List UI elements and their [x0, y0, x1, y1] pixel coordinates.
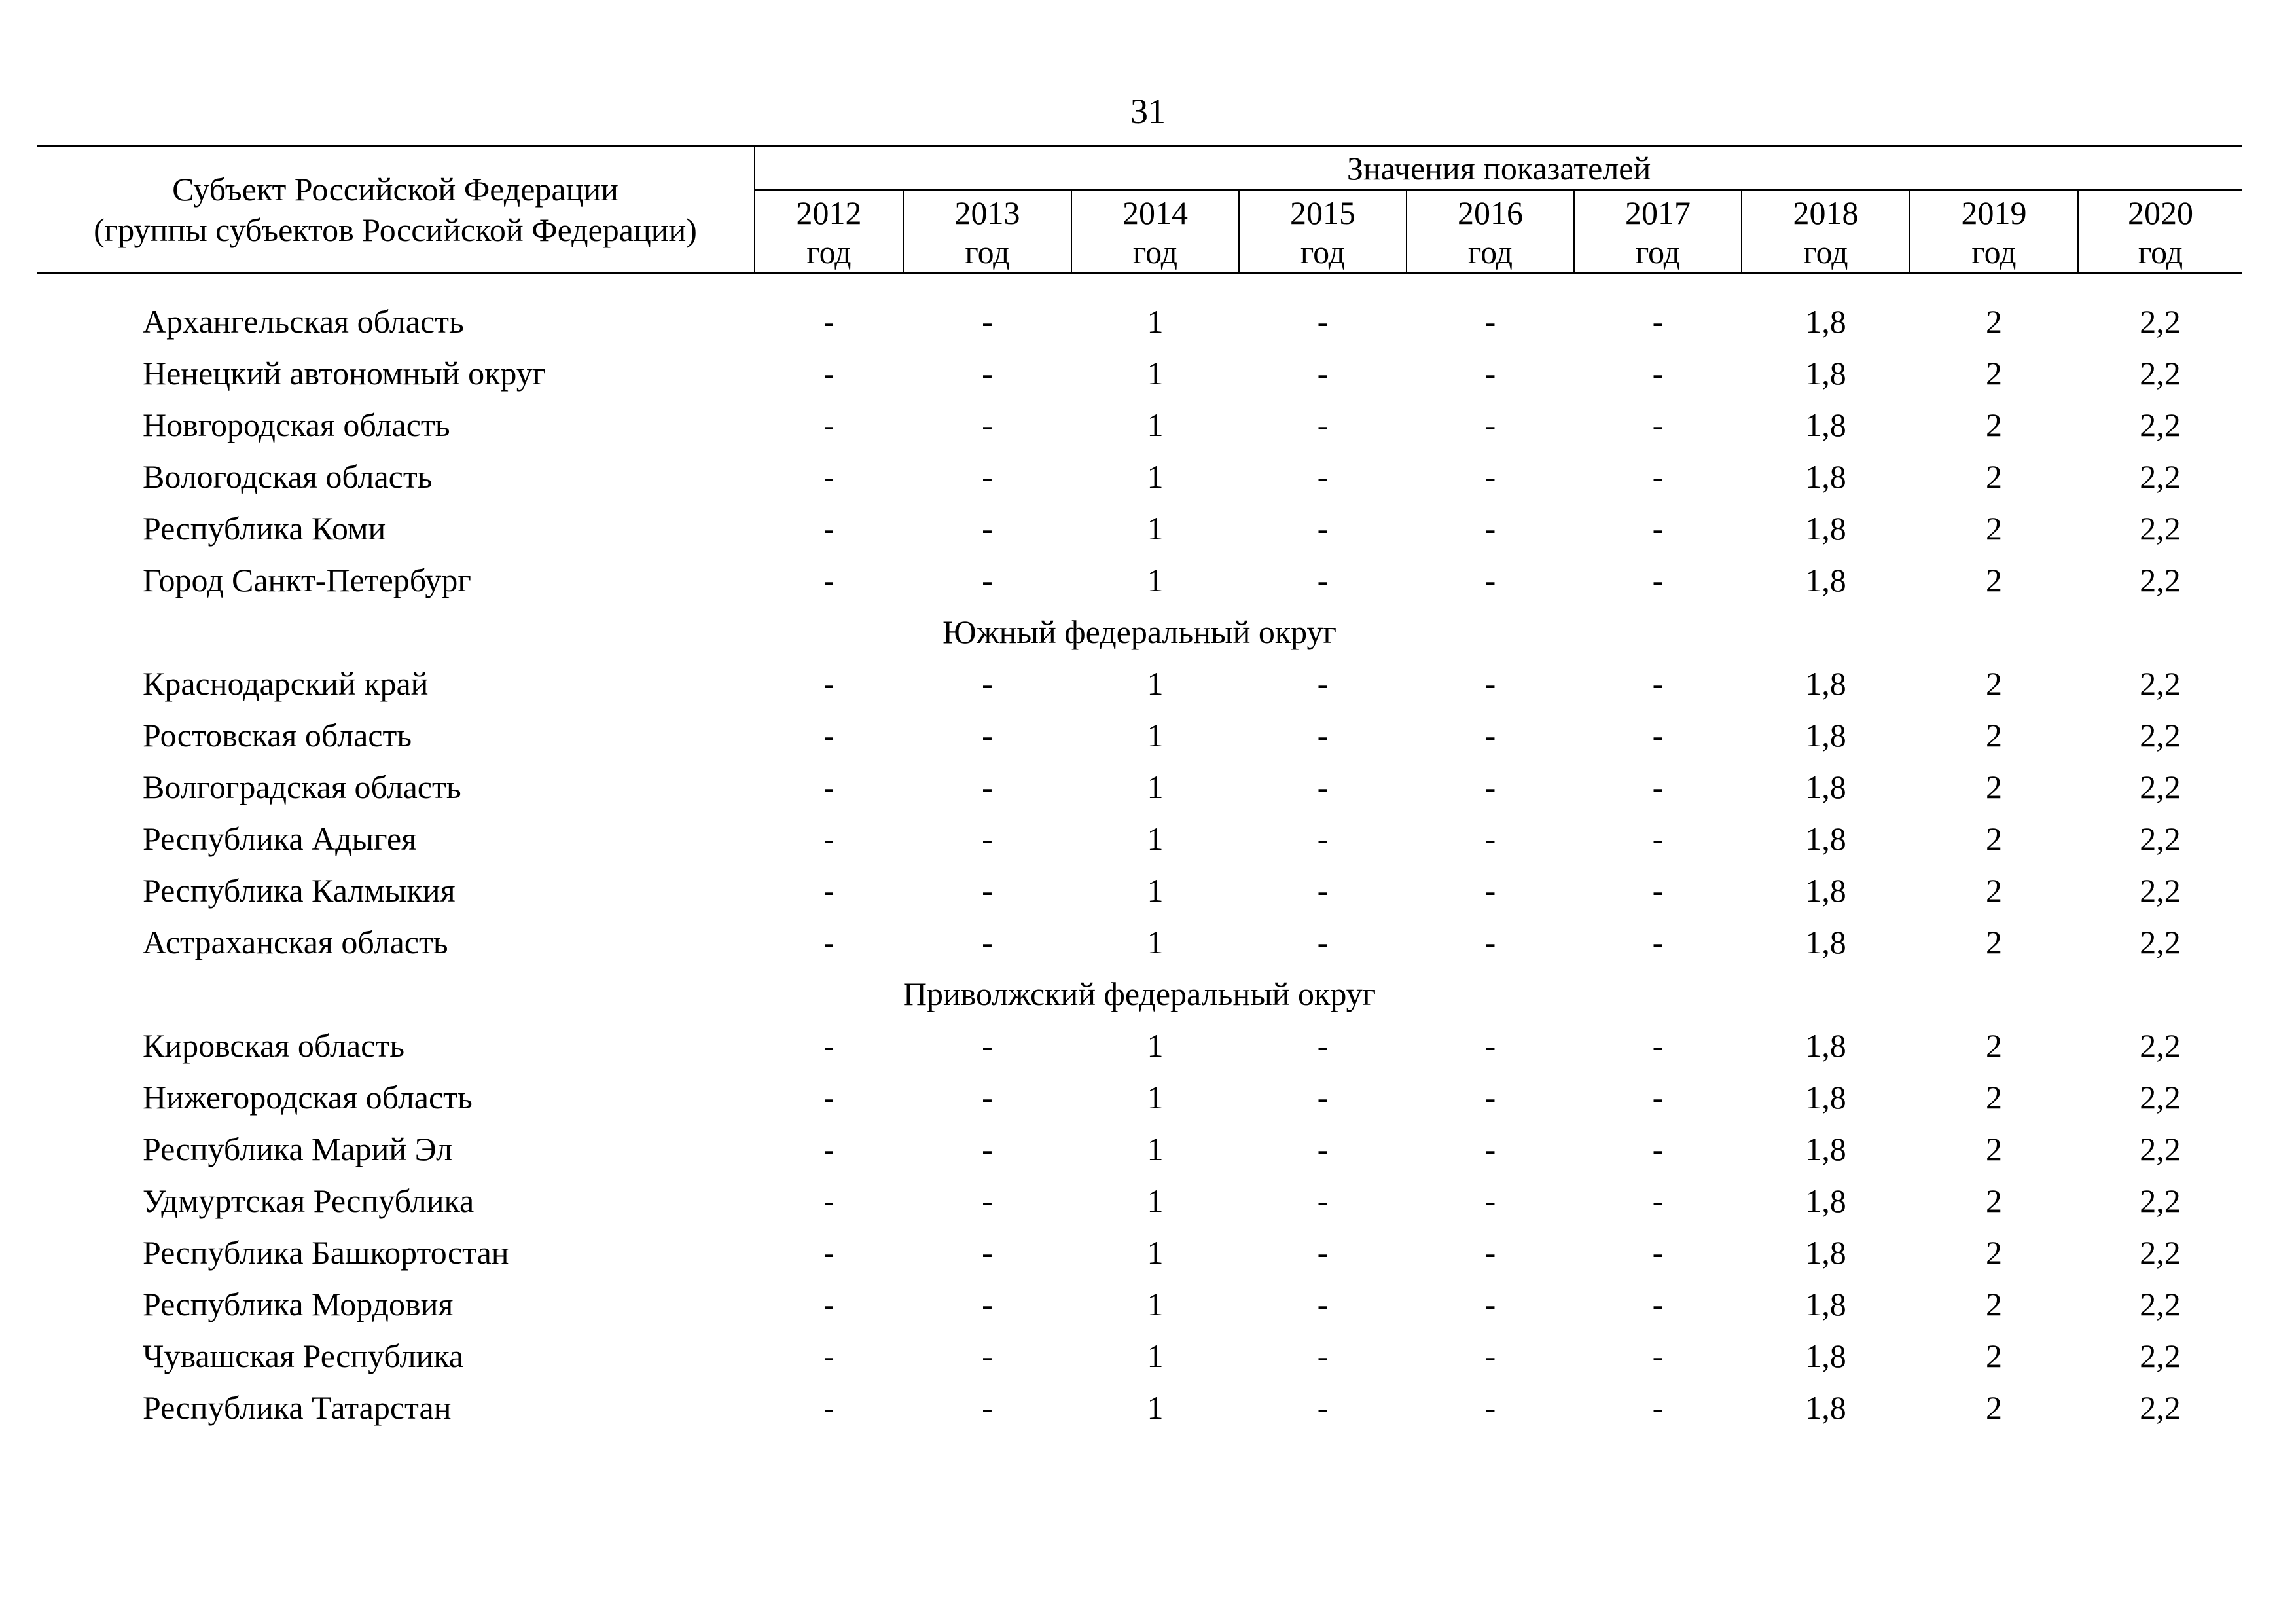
- value-cell: -: [1317, 665, 1329, 702]
- group-heading: Южный федеральный округ: [942, 613, 1336, 650]
- year-label: 2020: [2128, 194, 2194, 231]
- value-cell: -: [823, 1079, 834, 1116]
- value-cell: -: [1484, 717, 1496, 754]
- value-cell: -: [823, 303, 834, 340]
- value-cell: -: [1317, 303, 1329, 340]
- value-cell: -: [982, 458, 993, 495]
- value-cell: -: [982, 769, 993, 805]
- subject-header-line1: Субъект Российской Федерации: [172, 171, 619, 208]
- value-cell: 1: [1147, 1131, 1164, 1167]
- value-cell: -: [1317, 1079, 1329, 1116]
- value-cell: -: [823, 562, 834, 598]
- value-cell: -: [823, 769, 834, 805]
- value-cell: -: [1317, 769, 1329, 805]
- value-cell: 2,2: [2140, 1131, 2181, 1167]
- value-cell: -: [1484, 769, 1496, 805]
- value-cell: -: [1652, 872, 1664, 909]
- value-cell: -: [1484, 1389, 1496, 1426]
- value-cell: -: [823, 665, 834, 702]
- value-cell: 1,8: [1805, 665, 1846, 702]
- region-name: Республика Башкортостан: [143, 1234, 509, 1271]
- value-cell: -: [823, 717, 834, 754]
- value-cell: -: [982, 303, 993, 340]
- value-cell: 1: [1147, 355, 1164, 392]
- value-cell: 2,2: [2140, 1234, 2181, 1271]
- value-cell: 2,2: [2140, 355, 2181, 392]
- value-cell: -: [1484, 872, 1496, 909]
- value-cell: -: [1317, 1389, 1329, 1426]
- value-cell: 1,8: [1805, 820, 1846, 857]
- value-cell: 1,8: [1805, 1286, 1846, 1322]
- value-cell: 2: [1986, 665, 2002, 702]
- values-header: Значения показателей: [755, 147, 2242, 191]
- value-cell: -: [1484, 407, 1496, 443]
- year-header-cell: [1071, 190, 1239, 273]
- value-cell: 1,8: [1805, 1389, 1846, 1426]
- year-label: 2015: [1290, 194, 1355, 231]
- value-cell: -: [1317, 458, 1329, 495]
- value-cell: -: [982, 820, 993, 857]
- region-name: Удмуртская Республика: [143, 1182, 475, 1219]
- year-unit: год: [1635, 234, 1681, 270]
- value-cell: -: [1484, 355, 1496, 392]
- value-cell: 1: [1147, 1079, 1164, 1116]
- value-cell: -: [1484, 1234, 1496, 1271]
- region-name: Ненецкий автономный округ: [143, 355, 547, 392]
- region-name: Волгоградская область: [143, 769, 461, 805]
- value-cell: -: [1484, 1338, 1496, 1374]
- region-name: Город Санкт-Петербург: [143, 562, 471, 598]
- value-cell: -: [1317, 924, 1329, 960]
- value-cell: -: [823, 1389, 834, 1426]
- value-cell: -: [1652, 1234, 1664, 1271]
- value-cell: 1: [1147, 1338, 1164, 1374]
- value-cell: 1,8: [1805, 1131, 1846, 1167]
- year-label: 2012: [796, 194, 862, 231]
- value-cell: -: [1652, 1027, 1664, 1064]
- value-cell: -: [823, 924, 834, 960]
- value-cell: -: [1652, 407, 1664, 443]
- subject-header-line2: (группы субъектов Российской Федерации): [94, 211, 697, 248]
- year-unit: год: [806, 234, 852, 270]
- group-heading-row: [37, 968, 2242, 1020]
- value-cell: 1: [1147, 510, 1164, 547]
- value-cell: -: [982, 1182, 993, 1219]
- value-cell: 2,2: [2140, 562, 2181, 598]
- year-unit: год: [1803, 234, 1848, 270]
- value-cell: -: [982, 1131, 993, 1167]
- value-cell: -: [1317, 1338, 1329, 1374]
- region-name: Новгородская область: [143, 407, 450, 443]
- table-row: [37, 1072, 2242, 1123]
- table-row: [37, 1330, 2242, 1382]
- value-cell: -: [1484, 820, 1496, 857]
- value-cell: -: [823, 1234, 834, 1271]
- value-cell: 2: [1986, 510, 2002, 547]
- year-unit: год: [2138, 234, 2183, 270]
- year-header-cell: [1239, 190, 1407, 273]
- year-header-cell: [1910, 190, 2078, 273]
- table-row: [37, 865, 2242, 917]
- subject-column-header: [37, 147, 755, 273]
- value-cell: -: [1484, 562, 1496, 598]
- value-cell: -: [823, 1131, 834, 1167]
- value-cell: -: [982, 1389, 993, 1426]
- table-header: [37, 147, 2242, 273]
- value-cell: 2: [1986, 872, 2002, 909]
- page-number: 31: [1130, 92, 1166, 131]
- value-cell: -: [1484, 1182, 1496, 1219]
- value-cell: -: [1317, 510, 1329, 547]
- value-cell: -: [982, 407, 993, 443]
- value-cell: 2: [1986, 458, 2002, 495]
- year-unit: год: [965, 234, 1010, 270]
- value-cell: -: [1317, 872, 1329, 909]
- year-unit: год: [1132, 234, 1178, 270]
- table-row: [37, 348, 2242, 399]
- region-name: Республика Калмыкия: [143, 872, 456, 909]
- year-header-cell: [755, 190, 903, 273]
- value-cell: 1: [1147, 924, 1164, 960]
- value-cell: -: [1652, 1286, 1664, 1322]
- region-name: Республика Марий Эл: [143, 1131, 452, 1167]
- value-cell: 1,8: [1805, 562, 1846, 598]
- value-cell: 1,8: [1805, 1027, 1846, 1064]
- table-row: [37, 710, 2242, 761]
- value-cell: -: [823, 820, 834, 857]
- value-cell: -: [1652, 924, 1664, 960]
- value-cell: 1: [1147, 1182, 1164, 1219]
- value-cell: -: [1652, 1182, 1664, 1219]
- value-cell: -: [1484, 510, 1496, 547]
- value-cell: 2,2: [2140, 769, 2181, 805]
- value-cell: -: [1317, 562, 1329, 598]
- table-row: [37, 1382, 2242, 1434]
- value-cell: -: [1652, 510, 1664, 547]
- year-label: 2013: [954, 194, 1020, 231]
- value-cell: 2: [1986, 1079, 2002, 1116]
- value-cell: -: [1652, 458, 1664, 495]
- region-name: Республика Адыгея: [143, 820, 417, 857]
- value-cell: 1,8: [1805, 1234, 1846, 1271]
- year-label: 2016: [1458, 194, 1523, 231]
- region-name: Республика Татарстан: [143, 1389, 452, 1426]
- year-label: 2014: [1122, 194, 1188, 231]
- value-cell: -: [982, 665, 993, 702]
- year-header-cell: [1574, 190, 1742, 273]
- value-cell: 1,8: [1805, 872, 1846, 909]
- table-body: [37, 273, 2242, 1434]
- value-cell: 1,8: [1805, 717, 1846, 754]
- table-row: [37, 1123, 2242, 1175]
- table-row: [37, 555, 2242, 606]
- value-cell: 2,2: [2140, 1286, 2181, 1322]
- value-cell: -: [1317, 820, 1329, 857]
- value-cell: -: [1484, 924, 1496, 960]
- value-cell: -: [823, 1182, 834, 1219]
- value-cell: -: [982, 1079, 993, 1116]
- value-cell: -: [982, 562, 993, 598]
- value-cell: 1: [1147, 458, 1164, 495]
- value-cell: -: [823, 872, 834, 909]
- value-cell: -: [982, 355, 993, 392]
- table-row: [37, 761, 2242, 813]
- region-name: Республика Мордовия: [143, 1286, 454, 1322]
- value-cell: 2: [1986, 1027, 2002, 1064]
- table-row: [37, 451, 2242, 503]
- value-cell: -: [1484, 665, 1496, 702]
- value-cell: 2: [1986, 1182, 2002, 1219]
- table-row: [37, 1020, 2242, 1072]
- value-cell: 1: [1147, 1027, 1164, 1064]
- value-cell: 2,2: [2140, 303, 2181, 340]
- value-cell: 2,2: [2140, 1389, 2181, 1426]
- value-cell: 1,8: [1805, 1079, 1846, 1116]
- value-cell: -: [982, 1338, 993, 1374]
- value-cell: 1,8: [1805, 1182, 1846, 1219]
- year-header-cell: [1407, 190, 1574, 273]
- value-cell: -: [823, 510, 834, 547]
- value-cell: 1,8: [1805, 407, 1846, 443]
- value-cell: 2,2: [2140, 458, 2181, 495]
- value-cell: -: [823, 1027, 834, 1064]
- value-cell: -: [823, 458, 834, 495]
- value-cell: 1,8: [1805, 458, 1846, 495]
- value-cell: 2: [1986, 1131, 2002, 1167]
- year-header-cell: [1742, 190, 1910, 273]
- value-cell: 2,2: [2140, 1182, 2181, 1219]
- value-cell: -: [823, 355, 834, 392]
- value-cell: 2: [1986, 924, 2002, 960]
- value-cell: 2,2: [2140, 717, 2181, 754]
- group-heading-row: [37, 606, 2242, 658]
- value-cell: -: [982, 1027, 993, 1064]
- indicator-table: [37, 145, 2242, 1434]
- region-name: Краснодарский край: [143, 665, 429, 702]
- value-cell: -: [1652, 562, 1664, 598]
- year-unit: год: [1300, 234, 1346, 270]
- value-cell: -: [1317, 1131, 1329, 1167]
- value-cell: -: [982, 872, 993, 909]
- value-cell: 1: [1147, 820, 1164, 857]
- value-cell: 2: [1986, 1389, 2002, 1426]
- value-cell: -: [1652, 769, 1664, 805]
- value-cell: -: [823, 1286, 834, 1322]
- table-row: [37, 296, 2242, 348]
- value-cell: 2,2: [2140, 924, 2181, 960]
- value-cell: 2,2: [2140, 820, 2181, 857]
- value-cell: 1: [1147, 1234, 1164, 1271]
- year-label: 2017: [1625, 194, 1691, 231]
- value-cell: -: [1652, 1389, 1664, 1426]
- region-name: Вологодская область: [143, 458, 433, 495]
- value-cell: -: [982, 1286, 993, 1322]
- value-cell: 1,8: [1805, 769, 1846, 805]
- value-cell: 1: [1147, 407, 1164, 443]
- value-cell: 1,8: [1805, 924, 1846, 960]
- year-unit: год: [1971, 234, 2017, 270]
- value-cell: 1: [1147, 769, 1164, 805]
- table-row: [37, 813, 2242, 865]
- value-cell: 1: [1147, 872, 1164, 909]
- value-cell: 2,2: [2140, 407, 2181, 443]
- value-cell: -: [1484, 1131, 1496, 1167]
- value-cell: -: [1317, 1286, 1329, 1322]
- group-heading: Приволжский федеральный округ: [903, 976, 1376, 1012]
- region-name: Республика Коми: [143, 510, 386, 547]
- value-cell: -: [1317, 1234, 1329, 1271]
- value-cell: -: [1484, 1027, 1496, 1064]
- value-cell: -: [1652, 1079, 1664, 1116]
- year-header-cell: [903, 190, 1071, 273]
- region-name: Архангельская область: [143, 303, 464, 340]
- value-cell: 1: [1147, 665, 1164, 702]
- value-cell: -: [982, 1234, 993, 1271]
- value-cell: 2: [1986, 717, 2002, 754]
- value-cell: 2,2: [2140, 1079, 2181, 1116]
- region-name: Нижегородская область: [143, 1079, 473, 1116]
- value-cell: -: [982, 717, 993, 754]
- table-row: [37, 658, 2242, 710]
- value-cell: 2: [1986, 303, 2002, 340]
- value-cell: 2: [1986, 1338, 2002, 1374]
- value-cell: 2: [1986, 820, 2002, 857]
- value-cell: 2,2: [2140, 665, 2181, 702]
- table-row: [37, 1175, 2242, 1227]
- table-row: [37, 917, 2242, 968]
- value-cell: 1,8: [1805, 510, 1846, 547]
- table-row: [37, 1279, 2242, 1330]
- value-cell: 2: [1986, 769, 2002, 805]
- value-cell: -: [1652, 1131, 1664, 1167]
- table-row: [37, 1227, 2242, 1279]
- value-cell: 1: [1147, 1286, 1164, 1322]
- value-cell: -: [1652, 355, 1664, 392]
- value-cell: -: [1652, 665, 1664, 702]
- value-cell: -: [1652, 820, 1664, 857]
- value-cell: -: [1317, 1027, 1329, 1064]
- value-cell: 1: [1147, 562, 1164, 598]
- year-unit: год: [1467, 234, 1513, 270]
- table-row: [37, 399, 2242, 451]
- year-label: 2019: [1961, 194, 2027, 231]
- value-cell: 2,2: [2140, 1338, 2181, 1374]
- value-cell: -: [1652, 1338, 1664, 1374]
- value-cell: 2,2: [2140, 510, 2181, 547]
- value-cell: -: [1484, 458, 1496, 495]
- value-cell: 1: [1147, 1389, 1164, 1426]
- year-header-cell: [2078, 190, 2242, 273]
- value-cell: -: [823, 1338, 834, 1374]
- value-cell: 2: [1986, 355, 2002, 392]
- region-name: Ростовская область: [143, 717, 412, 754]
- value-cell: -: [1484, 1286, 1496, 1322]
- value-cell: -: [1484, 303, 1496, 340]
- value-cell: 2: [1986, 562, 2002, 598]
- value-cell: 2,2: [2140, 872, 2181, 909]
- value-cell: -: [1652, 303, 1664, 340]
- value-cell: -: [1317, 407, 1329, 443]
- year-label: 2018: [1793, 194, 1859, 231]
- value-cell: -: [982, 924, 993, 960]
- value-cell: 1,8: [1805, 1338, 1846, 1374]
- value-cell: -: [823, 407, 834, 443]
- region-name: Чувашская Республика: [143, 1338, 464, 1374]
- spacer-row: [37, 273, 2242, 297]
- value-cell: 1,8: [1805, 303, 1846, 340]
- value-cell: 2: [1986, 1234, 2002, 1271]
- value-cell: -: [1317, 717, 1329, 754]
- value-cell: 1: [1147, 303, 1164, 340]
- value-cell: -: [1317, 1182, 1329, 1219]
- value-cell: 1,8: [1805, 355, 1846, 392]
- value-cell: 2,2: [2140, 1027, 2181, 1064]
- value-cell: 2: [1986, 407, 2002, 443]
- value-cell: 1: [1147, 717, 1164, 754]
- value-cell: -: [1652, 717, 1664, 754]
- value-cell: -: [1317, 355, 1329, 392]
- table-row: [37, 503, 2242, 555]
- region-name: Астраханская область: [143, 924, 448, 960]
- value-cell: 2: [1986, 1286, 2002, 1322]
- value-cell: -: [1484, 1079, 1496, 1116]
- region-name: Кировская область: [143, 1027, 405, 1064]
- value-cell: -: [982, 510, 993, 547]
